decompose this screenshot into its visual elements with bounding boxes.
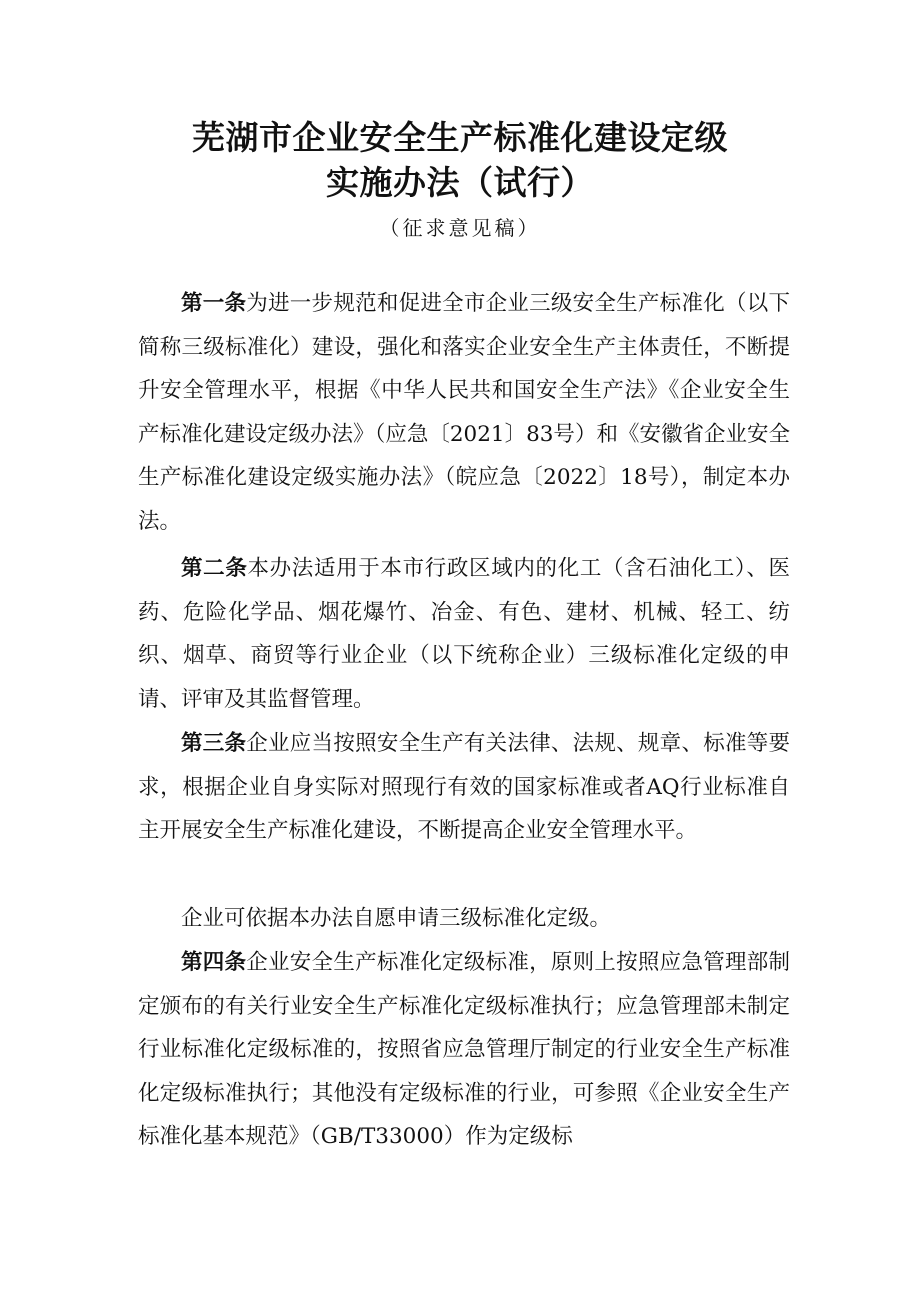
document-title-line-2: 实施办法（试行）: [326, 163, 594, 202]
article-3-paragraph: [138, 722, 790, 853]
article-2-paragraph: [138, 547, 790, 721]
article-3-text: 企业应当按照安全生产有关法律、法规、规章、标准等要求，根据企业自身实际对照现行有效的国家标准或者AQ行业标准自主开展安全生产标准化建设，不断提高企业安全管理水平。: [138, 731, 790, 843]
article-1-heading: 第一条: [181, 291, 247, 316]
article-1-text: 为进一步规范和促进全市企业三级安全生产标准化（以下简称三级标准化）建设，强化和落实企业安全生产主体责任，不断提升安全管理水平，根据《中华人民共和国安全生产法》《企业安全生产标准化建设定级办法》（应急〔2021〕83号）和《安徽省企业安全生产标准化建设定级实施办法》（皖应急〔2022〕18号），制定本办法。: [138, 291, 790, 534]
article-3-supplement-paragraph: [138, 897, 790, 941]
article-2-heading: 第二条: [181, 556, 248, 581]
article-4-text: 企业安全生产标准化定级标准，原则上按照应急管理部制定颁布的有关行业安全生产标准化定级标准执行；应急管理部未制定行业标准化定级标准的，按照省应急管理厅制定的行业安全生产标准化定级标准执行；其他没有定级标准的行业，可参照《企业安全生产标准化基本规范》（GB/T33000）作为定级标: [138, 950, 790, 1149]
article-4-paragraph: [138, 941, 790, 1159]
article-3-supplement-text: 企业可依据本办法自愿申请三级标准化定级。: [181, 906, 612, 931]
article-3-heading: 第三条: [181, 731, 247, 756]
document-subtitle: （征求意见稿）: [379, 216, 541, 240]
document-title-line-1: 芜湖市企业安全生产标准化建设定级: [192, 118, 728, 157]
article-1-paragraph: [138, 282, 790, 543]
article-4-heading: 第四条: [181, 950, 247, 975]
article-2-text: 本办法适用于本市行政区域内的化工（含石油化工）、医药、危险化学品、烟花爆竹、冶金、有色、建材、机械、轻工、纺织、烟草、商贸等行业企业（以下统称企业）三级标准化定级的申请、评审及其监督管理。: [138, 556, 790, 712]
